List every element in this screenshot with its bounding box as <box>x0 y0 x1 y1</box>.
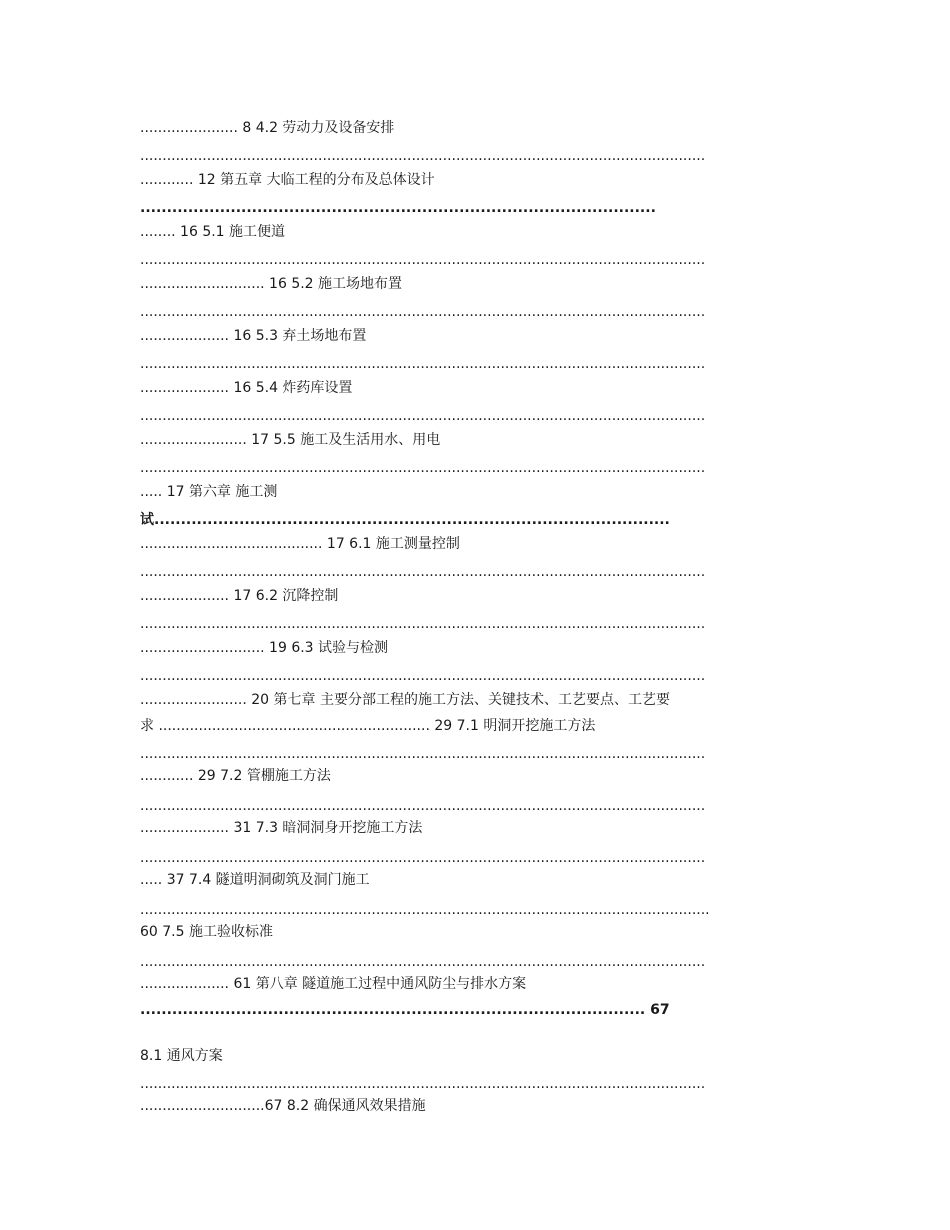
toc-line: ............................................................................................................................... <box>140 356 706 372</box>
toc-line: ............................................................................................................................... <box>140 148 706 164</box>
toc-line: ............................................................................................................................... <box>140 460 706 476</box>
toc-line: ............................................................................................................................... <box>140 798 706 814</box>
toc-line: ...................... 8 4.2 劳动力及设备安排 <box>140 120 395 136</box>
toc-line: .................... 31 7.3 暗洞洞身开挖施工方法 <box>140 820 423 836</box>
toc-line: ................................................................................................................................ <box>140 902 710 918</box>
toc-line: 求 ............................................................. 29 7.1 明洞开挖施工方法 <box>140 718 596 734</box>
toc-line: ............................ 16 5.2 施工场地布置 <box>140 276 403 292</box>
toc-line: ............ 29 7.2 管棚施工方法 <box>140 768 331 784</box>
toc-line: ..... 37 7.4 隧道明洞砌筑及洞门施工 <box>140 872 370 888</box>
toc-line: ..... 17 第六章 施工测 <box>140 484 278 500</box>
toc-line: ............................................................................................................................... <box>140 850 706 866</box>
toc-line: 试................................................................................................. <box>140 512 670 528</box>
toc-line: ........................ 20 第七章 主要分部工程的施工方法、关键技术、工艺要点、工艺要 <box>140 692 670 708</box>
toc-line: ............ 12 第五章 大临工程的分布及总体设计 <box>140 172 435 188</box>
toc-line: .................... 17 6.2 沉降控制 <box>140 588 339 604</box>
toc-line: .................... 61 第八章 隧道施工过程中通风防尘与排水方案 <box>140 976 527 992</box>
toc-line: ............................................................................................................................... <box>140 408 706 424</box>
toc-line: ............................................................................................................................... <box>140 252 706 268</box>
toc-line: ............................ 19 6.3 试验与检测 <box>140 640 389 656</box>
toc-line: ............................................................................................................................... <box>140 668 706 684</box>
toc-line: 60 7.5 施工验收标准 <box>140 924 273 940</box>
toc-line: .................... 16 5.3 弃土场地布置 <box>140 328 367 344</box>
toc-line: ......................................... 17 6.1 施工测量控制 <box>140 536 460 552</box>
toc-line: ............................................................................................................................... <box>140 304 706 320</box>
toc-line: ............................................................................................................................... <box>140 746 706 762</box>
toc-line: ............................................................................................................................... <box>140 1076 706 1092</box>
toc-line: ............................................................................................................................... <box>140 616 706 632</box>
toc-line: ............................67 8.2 确保通风效果措施 <box>140 1098 426 1114</box>
toc-line: ............................................................................................... 67 <box>140 1002 670 1018</box>
toc-line: .................... 16 5.4 炸药库设置 <box>140 380 353 396</box>
toc-line: ............................................................................................................................... <box>140 564 706 580</box>
toc-line: ................................................................................................. <box>140 200 656 216</box>
toc-line: 8.1 通风方案 <box>140 1048 223 1064</box>
toc-line: ............................................................................................................................... <box>140 954 706 970</box>
toc-line: ........ 16 5.1 施工便道 <box>140 224 286 240</box>
toc-line: ........................ 17 5.5 施工及生活用水、用电 <box>140 432 441 448</box>
